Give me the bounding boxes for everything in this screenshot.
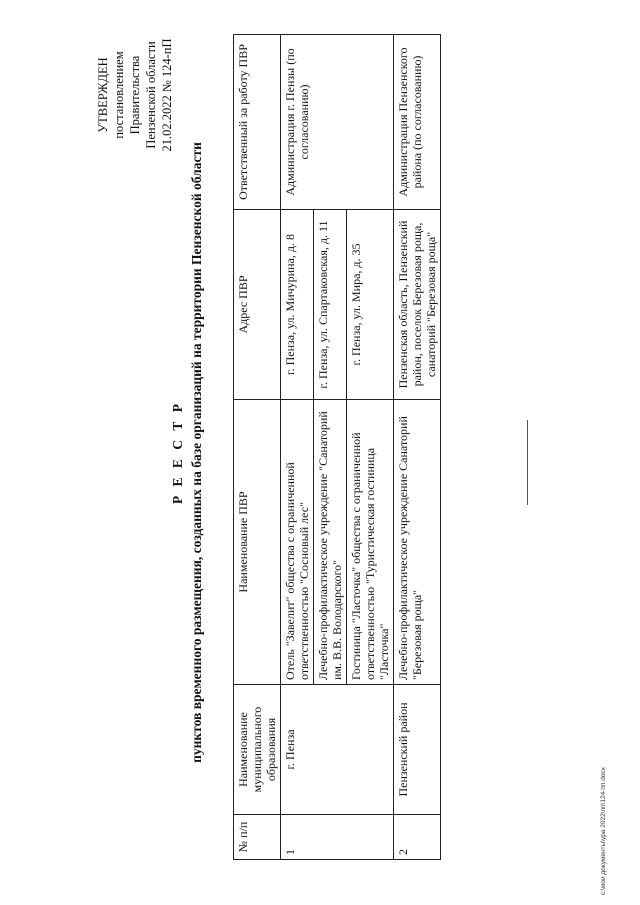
row-responsible: Администрация г. Пензы (по согласованию) [281, 35, 394, 210]
row-municipality: Пензенский район [394, 685, 441, 815]
row-pvr-name: Лечебно-профилактическое учреждение "Санаторий им. В.В. Володарского" [314, 400, 347, 685]
document-title: Р Е Е С Т Р [170, 400, 185, 505]
header-pvr-address: Адрес ПВР [234, 210, 281, 400]
row-pvr-address: г. Пенза, ул. Мичурина, д. 8 [281, 210, 314, 400]
header-municipality: Наименование муниципального образования [234, 685, 281, 815]
row-pvr-name: Отель "Завелит" общества с ограниченной ответственностью "Сосновый лес" [281, 400, 314, 685]
row-responsible: Администрация Пензенского района (по согласованию) [394, 35, 441, 210]
registry-table [233, 34, 441, 860]
title-block [168, 0, 206, 905]
row-pvr-name: Лечебно-профилактическое учреждение Санаторий "Березовая роща" [394, 400, 441, 685]
table-row [394, 35, 441, 860]
table-header-row [234, 35, 281, 860]
approval-line-approved: УТВЕРЖДЕН [96, 57, 110, 133]
header-responsible: Ответственный за работу ПВР [234, 35, 281, 210]
end-divider-line [527, 420, 528, 505]
document-subtitle: пунктов временного размещения, созданных на базе организаций на территории Пензенской области [189, 142, 204, 763]
row-pvr-address: Пензенская область, Пензенский район, поселок Березовая роща, санаторий "Березовая роща" [394, 210, 441, 400]
row-number: 1 [281, 815, 394, 860]
row-pvr-address: г. Пенза, ул. Спартаковская, д. 11 [314, 210, 347, 400]
table-row [281, 35, 314, 860]
footer-file-path: c:\мои документы\ура 2022\пп\124-пп.docx [600, 767, 607, 895]
row-municipality: г. Пенза [281, 685, 394, 815]
row-pvr-address: г. Пенза, ул. Мира, д. 35 [347, 210, 394, 400]
row-pvr-name: Гостиница "Ласточка" общества с ограниченной ответственностью "Туристическая гостиница "Ласточка" [347, 400, 394, 685]
header-pvr-name: Наименование ПВР [234, 400, 281, 685]
approval-line-decree: постановлением Правительства [112, 51, 142, 139]
approval-line-region: Пензенской области [144, 41, 158, 149]
row-number: 2 [394, 815, 441, 860]
approval-stamp [95, 15, 175, 175]
header-number: № п/п [234, 815, 281, 860]
approval-line-date-number: 21.02.2022 № 124-пП [160, 38, 174, 152]
